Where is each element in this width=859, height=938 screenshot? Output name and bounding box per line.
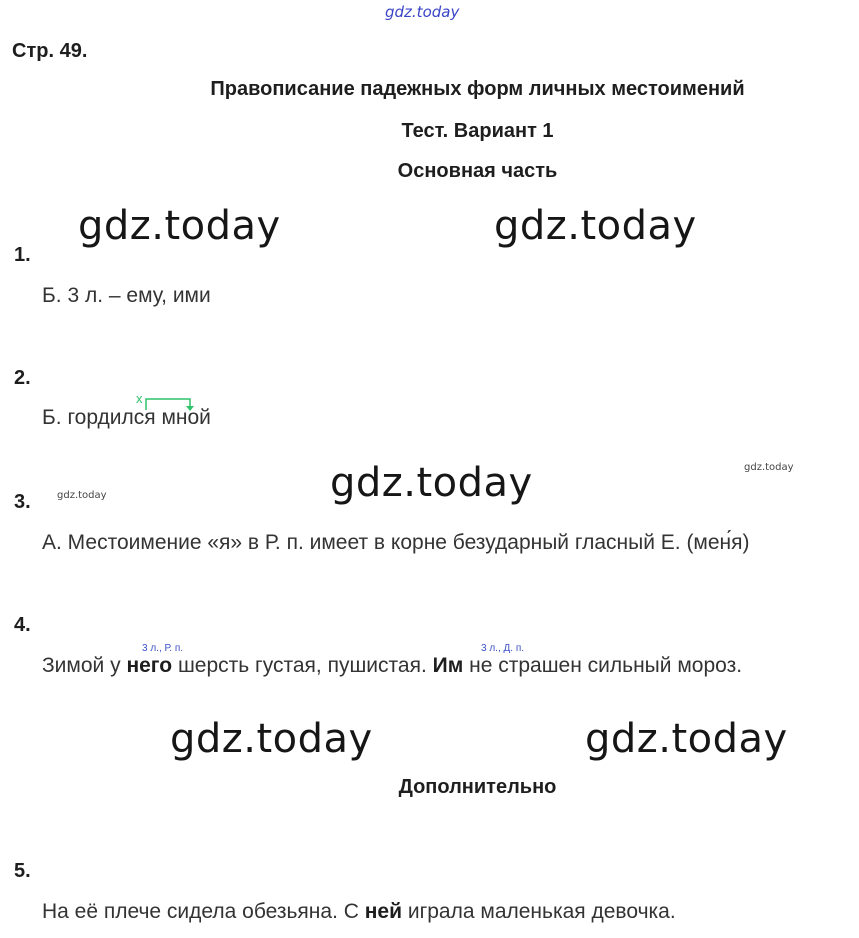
watermark: gdz.today bbox=[330, 460, 533, 506]
answer-4 bbox=[42, 654, 742, 678]
predicate-mark-letter: х bbox=[136, 391, 143, 406]
watermark: gdz.today bbox=[78, 203, 281, 249]
answer-4-text: не страшен сильный мороз. bbox=[463, 654, 743, 677]
answer-5-text: играла маленькая девочка. bbox=[402, 900, 676, 923]
answer-5-text: На её плече сидела обезьяна. С bbox=[42, 900, 365, 923]
answer-5 bbox=[42, 900, 676, 924]
watermark-small: gdz.today bbox=[744, 462, 794, 473]
watermark-top: gdz.today bbox=[385, 3, 460, 21]
question-number-1: 1. bbox=[14, 244, 31, 266]
watermark: gdz.today bbox=[585, 716, 788, 762]
section-main-heading: Основная часть bbox=[397, 160, 558, 182]
question-number-3: 3. bbox=[14, 491, 31, 513]
question-number-2: 2. bbox=[14, 367, 31, 389]
page-title: Правописание падежных форм личных местоимений bbox=[210, 78, 745, 100]
question-number-4: 4. bbox=[14, 614, 31, 636]
page-number-label: Стр. 49. bbox=[12, 40, 88, 62]
answer-1: Б. 3 л. – ему, ими bbox=[42, 284, 211, 307]
pronoun-highlight-2: Им bbox=[432, 654, 464, 677]
pronoun-highlight-1: него bbox=[126, 654, 173, 677]
answer-4-text: шерсть густая, пушистая. bbox=[172, 654, 433, 677]
watermark-small: gdz.today bbox=[57, 490, 107, 501]
watermark: gdz.today bbox=[494, 203, 697, 249]
case-annotation-2: 3 л., Д. п. bbox=[481, 643, 525, 654]
case-annotation-1: 3 л., Р. п. bbox=[142, 643, 184, 654]
question-number-5: 5. bbox=[14, 860, 31, 882]
watermark: gdz.today bbox=[170, 716, 373, 762]
answer-3: А. Местоимение «я» в Р. п. имеет в корне безударный гласный Е. (мен́я) bbox=[42, 531, 750, 554]
section-extra-heading: Дополнительно bbox=[398, 776, 557, 798]
answer-4-text: Зимой у bbox=[42, 654, 127, 677]
answer-2: Б. гордился мной bbox=[42, 406, 211, 429]
pronoun-highlight: ней bbox=[364, 900, 403, 923]
test-variant-title: Тест. Вариант 1 bbox=[401, 120, 554, 142]
